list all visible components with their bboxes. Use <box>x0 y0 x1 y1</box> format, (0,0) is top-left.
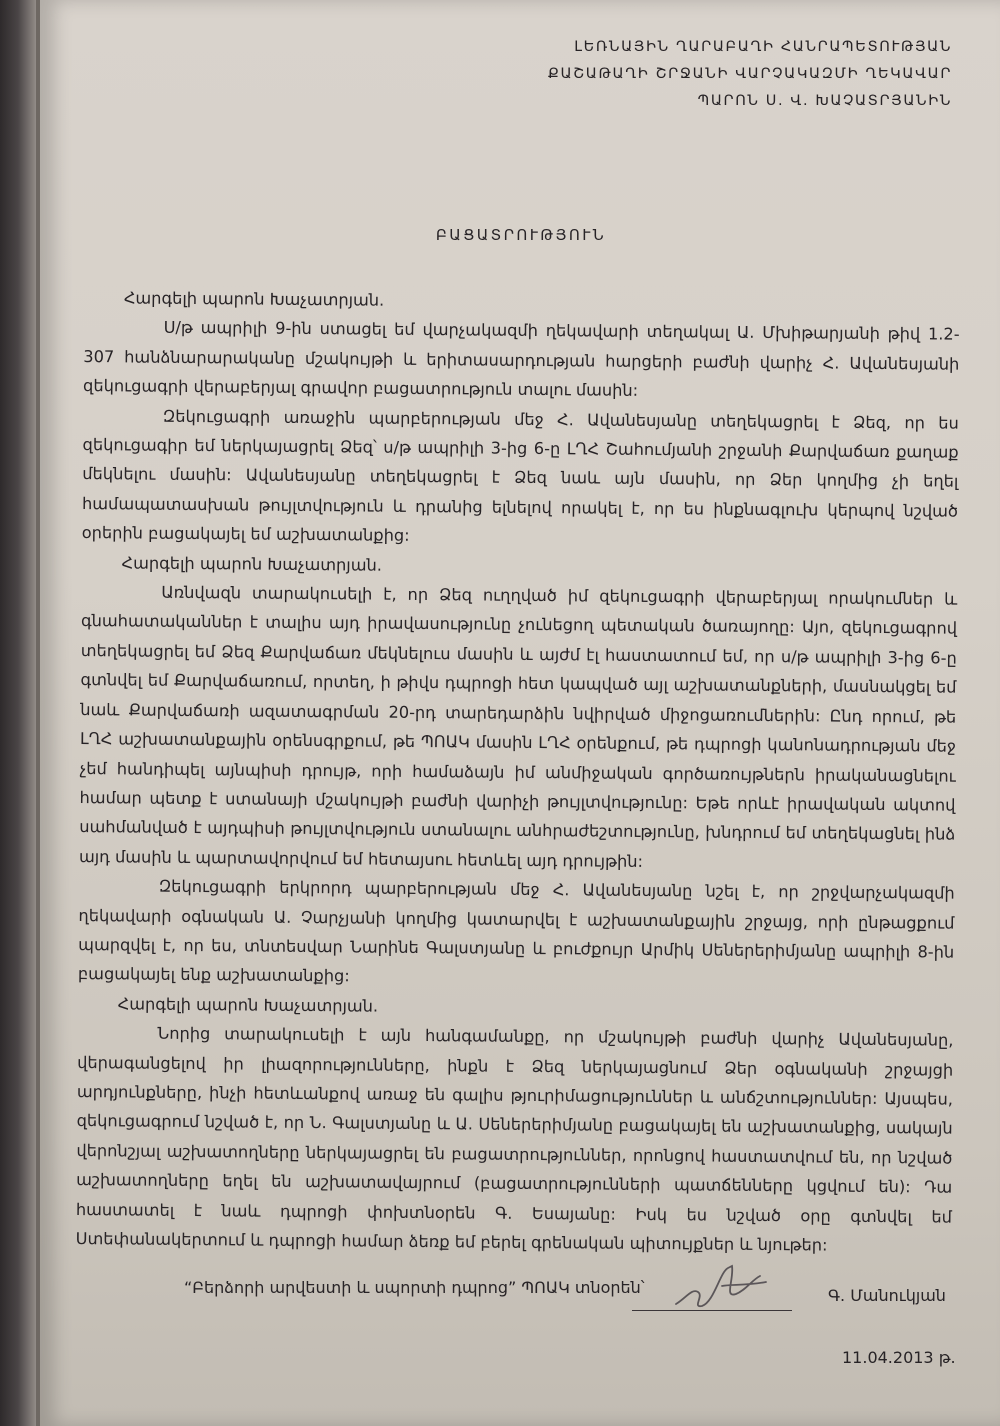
signature-block <box>172 1272 992 1322</box>
signer-name: Գ. Մանուկյան <box>828 1286 946 1305</box>
handwritten-signature <box>662 1258 782 1318</box>
document-date: 11.04.2013 թ. <box>842 1348 956 1367</box>
paragraph-5: Նորից տարակուսելի է այն հանգամանքը, որ մշակույթի բաժնի վարիչ Ավանեսյանը, վերագանցելով իր լիազորությունները, ինքն է Ձեզ ներկայացնում Ձեր օգնականի շրջայցի արդյունքները, ինչի հետևանքով առաջ են գալիս թյուրիմացություններ և անճշտություններ: Այսպես, զեկուցագրում նշված է, որ Ն. Գալստյանը և Ա. Սեներերիմյանը բացակայել են աշխատանքից, սակայն վերոնշյալ աշխատողները ներկայացրել են բացատրություններ, որոնցով հաստատվում են, որ նշված աշխատողները եղել են աշխատավայրում (բացատրությունների պատճենները կցվում են): Դա հաստատել է նաև դպրոցի փոխտնօրեն Գ. Եսայանը: Իսկ ես նշված օրը գտնվել եմ Ստեփանակերտում և դպրոցի համար ձեռք եմ բերել գրենական պիտույքներ և նյութեր: <box>75 1023 954 1255</box>
signer-title: “Բերձորի արվեստի և սպորտի դպրոց” ՊՈԱԿ տնօրեն՝ <box>184 1278 645 1297</box>
salutation-1: Հարգելի պարոն Խաչատրյան. <box>123 288 385 310</box>
document <box>42 0 1000 1426</box>
paragraph-3: Առնվազն տարակուսելի է, որ Ձեզ ուղղված իմ զեկուցագրի վերաբերյալ որակումներ և գնահատականներ է տալիս այդ իրավասությունը չունեցող պետական ծառայողը: Այո, զեկուցագրով տեղեկացրել եմ Ձեզ Քարվաճառ մեկնելուս մասին և այժմ էլ հաստատում եմ, որ ս/թ ապրիլի 3-ից 6-ը գտնվել եմ Քարվաճառում, որտեղ, ի թիվս դպրոցի հետ կապված այլ աշխատանքների, մասնակցել եմ նաև Քարվաճառի ազատագրման 20-րդ տարեդարձին նվիրված միջոցառումներին: Ընդ որում, թե ԼՂՀ աշխատանքային օրենսգրքում, թե ՊՈԱԿ մասին ԼՂՀ օրենքում, թե դպրոցի կանոնադրության մեջ չեմ հանդիպել այնպիսի դրույթ, որի համաձայն իմ անմիջական գործառույթներն իրականացնելու համար պետք է ստանայի մշակույթի բաժնի վարիչի թույլտվությունը: Եթե որևէ իրավական ակտով սահմանված է այդպիսի թույլտվություն ստանալու անհրաժեշտությունը, խնդրում եմ տեղեկացնել ինձ այդ մասին և պարտավորվում եմ հետայսու հետևել այդ դրույթին: <box>78 582 958 871</box>
paragraph-1: Ս/թ ապրիլի 9-ին ստացել եմ վարչակազմի ղեկավարի տեղակալ Ա. Մխիթարյանի թիվ 1.2-307 հանձնարարականը մշակույթի և երիտասարդության հարցերի բաժնի վարիչ Հ. Ավանեսյանի զեկուցագրի վերաբերյալ գրավոր բացատրություն տալու մասին: <box>83 318 960 401</box>
salutation-3: Հարգելի պարոն Խաչատրյան. <box>117 994 379 1016</box>
recipient-line-2: ՔԱՇԱԹԱՂԻ ՇՐՋԱՆԻ ՎԱՐՉԱԿԱԶՄԻ ՂԵԿԱՎԱՐ <box>547 66 952 82</box>
paragraph-4: Զեկուցագրի երկրորդ պարբերության մեջ Հ. Ավանեսյանը նշել է, որ շրջվարչակազմի ղեկավարի օգնական Ա. Չարչյանի կողմից կատարվել է աշխատանքային շրջայց, որի ընթացքում պարզվել է, որ ես, տնտեսվար Նարինե Գալստյանը և բուժքույր Արմիկ Սեներերիմյանը ապրիլի 8-ին բացակայել ենք աշխատանքից: <box>77 876 955 986</box>
recipient-line-1: ԼԵՌՆԱՅԻՆ ՂԱՐԱԲԱՂԻ ՀԱՆՐԱՊԵՏՈՒԹՅԱՆ <box>574 39 952 55</box>
document-title: ԲԱՑԱՏՐՈՒԹՅՈՒՆ <box>435 226 607 244</box>
paragraph-2: Զեկուցագրի առաջին պարբերության մեջ Հ. Ավանեսյանը տեղեկացրել է Ձեզ, որ ես զեկուցագիր եմ ներկայացրել Ձեզ՝ ս/թ ապրիլի 3-ից 6-ը ԼՂՀ Շահումյանի շրջանի Քարվաճառ քաղաք մեկնելու մասին: Ավանեսյանը տեղեկացրել է Ձեզ նաև այն մասին, որ Ձեր կողմից չի եղել համապատասխան թույլտվություն և դրանից ելնելով որակել է, որ ես ինքնագլուխ կերպով նշված օրերին բացակայել եմ աշխատանքից: <box>81 406 959 546</box>
salutation-2: Հարգելի պարոն Խաչատրյան. <box>121 552 383 575</box>
recipient-block <box>548 34 952 115</box>
document-body <box>76 283 960 1261</box>
recipient-line-3: ՊԱՐՈՆ Ս. Վ. ԽԱՉԱՏՐՅԱՆԻՆ <box>697 93 952 109</box>
